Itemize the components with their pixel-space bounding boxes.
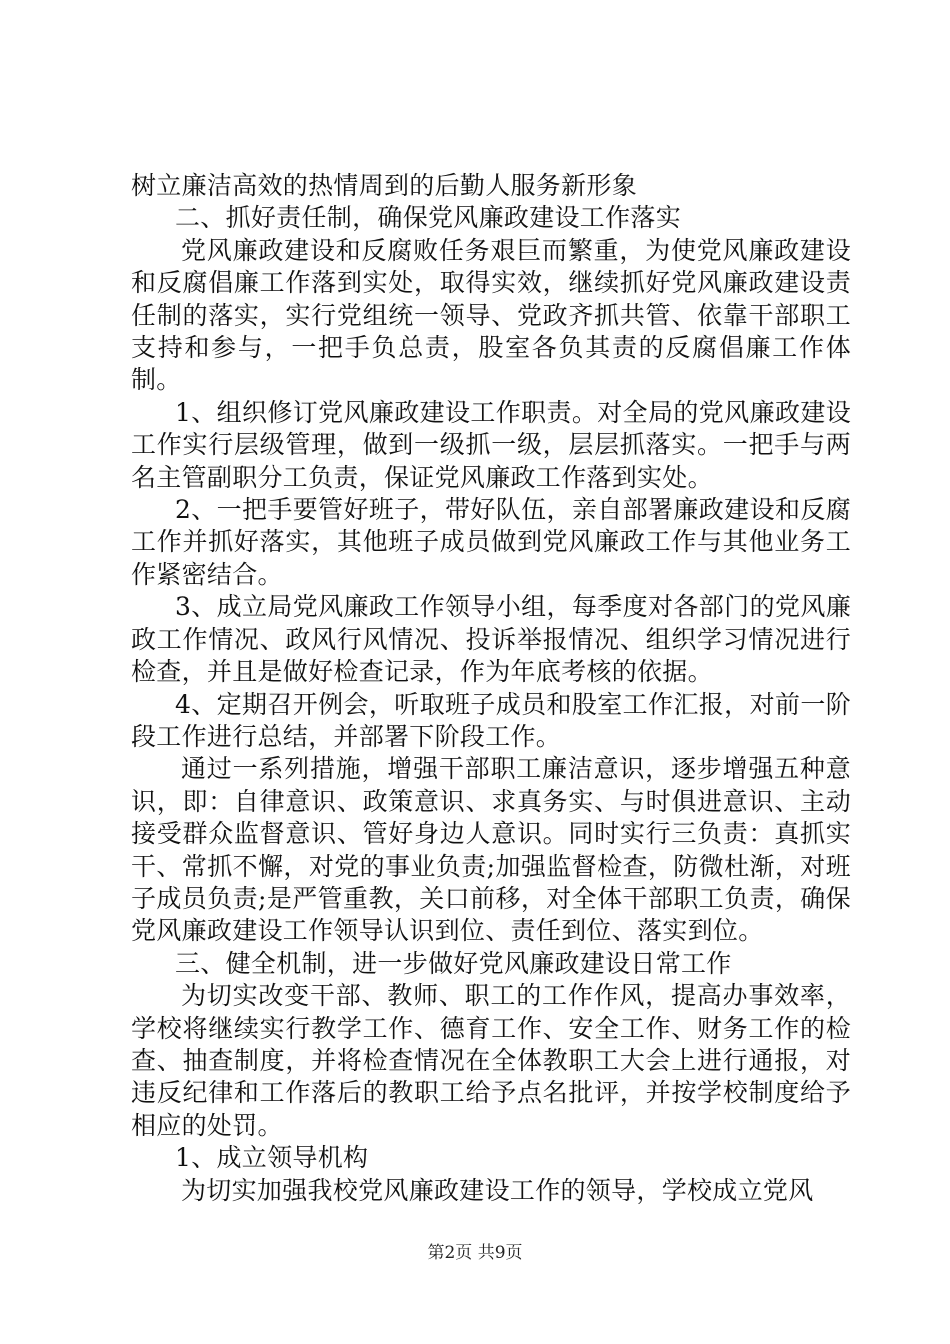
subsection-heading: 1、成立领导机构: [175, 1143, 369, 1173]
section-heading-3: 三、健全机制，进一步做好党风廉政建设日常工作: [175, 948, 732, 978]
list-item-2: 2、一把手要管好班子，带好队伍，亲自部署廉政建设和反腐工作并抓好落实，其他班子成员做到党风廉政工作与其他业务工作紧密结合。: [131, 495, 851, 589]
section-heading-2: 二、抓好责任制，确保党风廉政建设工作落实: [175, 203, 682, 233]
paragraph: 通过一系列措施，增强干部职工廉洁意识，逐步增强五种意识，即：自律意识、政策意识、求真务实、与时俱进意识、主动接受群众监督意识、管好身边人意识。同时实行三负责：真抓实干、常抓不懈，对党的事业负责;加强监督检查，防微杜渐，对班子成员负责;是严管重教，关口前移，对全体干部职工负责，确保党风廉政建设工作领导认识到位、责任到位、落实到位。: [131, 754, 851, 946]
document-body: [131, 170, 851, 1207]
list-item-3: 3、成立局党风廉政工作领导小组，每季度对各部门的党风廉政工作情况、政风行风情况、投诉举报情况、组织学习情况进行检查，并且是做好检查记录，作为年底考核的依据。: [131, 592, 851, 687]
paragraph: 党风廉政建设和反腐败任务艰巨而繁重，为使党风廉政建设和反腐倡廉工作落到实处，取得实效，继续抓好党风廉政建设责任制的落实，实行党组统一领导、党政齐抓共管、依靠干部职工支持和参与，一把手负总责，股室各负其责的反腐倡廉工作体制。: [131, 235, 851, 395]
paragraph: 为切实改变干部、教师、职工的工作作风，提高办事效率，学校将继续实行教学工作、德育工作、安全工作、财务工作的检查、抽查制度，并将检查情况在全体教职工大会上进行通报，对违反纪律和工作落后的教职工给予点名批评，并按学校制度给予相应的处罚。: [131, 981, 851, 1140]
page-number-footer: 第2页 共9页: [427, 1243, 523, 1263]
list-item-1: 1、组织修订党风廉政建设工作职责。对全局的党风廉政建设工作实行层级管理，做到一级抓一级，层层抓落实。一把手与两名主管副职分工负责，保证党风廉政工作落到实处。: [131, 397, 851, 492]
paragraph: 为切实加强我校党风廉政建设工作的领导，学校成立党风: [181, 1175, 814, 1205]
paragraph-continuation: 树立廉洁高效的热情周到的后勤人服务新形象: [131, 171, 638, 200]
list-item-4: 4、定期召开例会，听取班子成员和股室工作汇报，对前一阶段工作进行总结，并部署下阶段工作。: [131, 689, 851, 751]
